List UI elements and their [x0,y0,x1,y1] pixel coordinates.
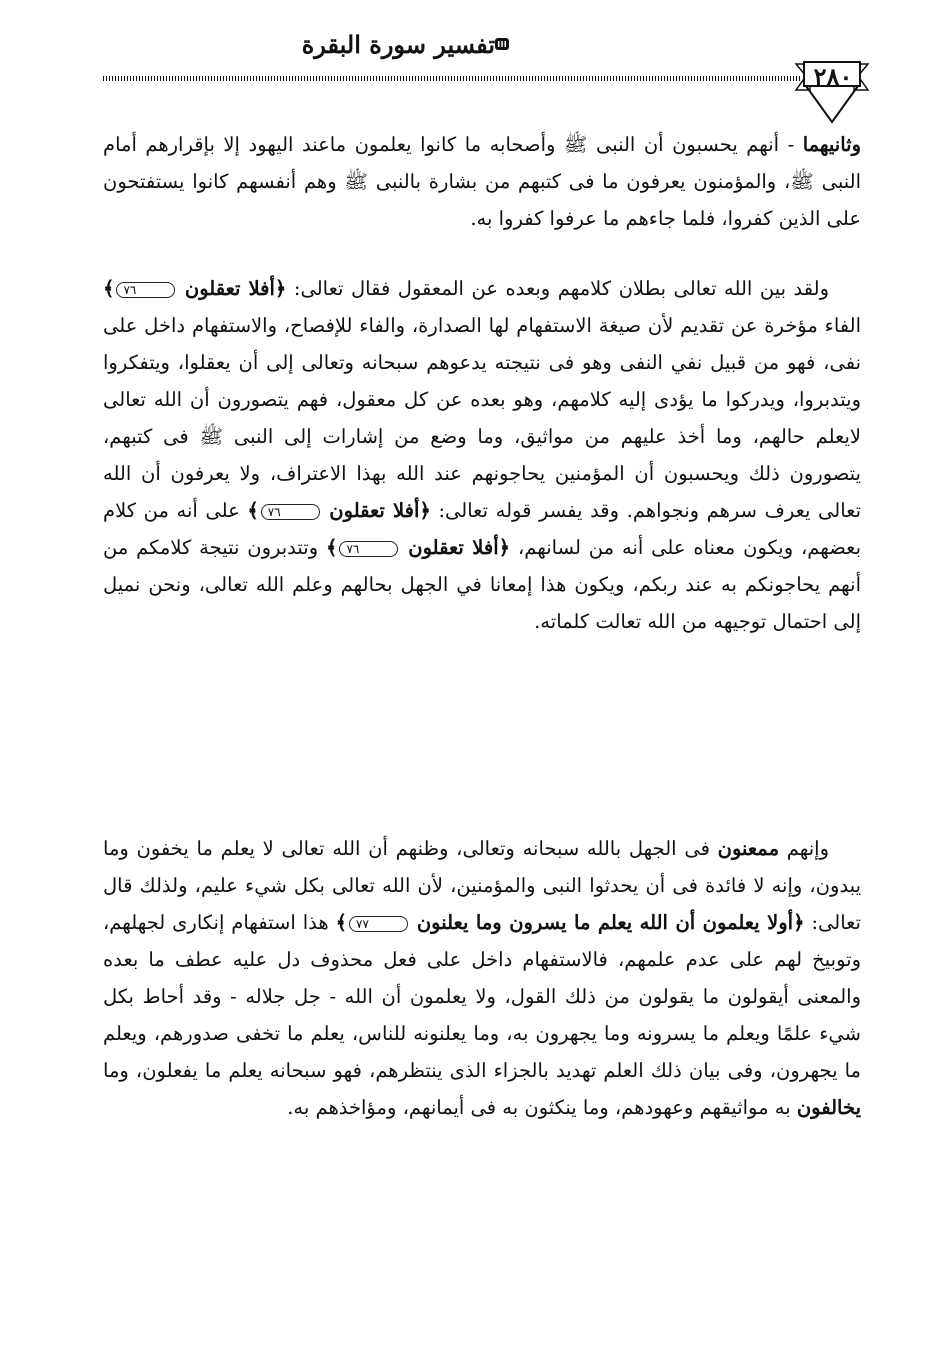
verse-quote-4: ﴿أولا يعلمون أن الله يعلم ما يسرون وما يعلنون [416,911,805,934]
running-title: تفسير سورة البقرة [301,30,495,59]
verse-quote-3: ﴿أفلا تعقلون [408,536,511,559]
verse-close-4: ﴾ [335,911,347,934]
header-ornament-icon [494,36,510,52]
verse-number-2: ٧٦ [261,504,320,520]
verse-number-3: ٧٦ [339,541,398,557]
p2-sentence-4: وتتدبرون نتيجة كلامكم من أنهم يحاجونكم به عند ربكم، ويكون هذا إمعانا في الجهل بحالهم وعلم الله تعالى، ونحن نميل إلى احتمال توجيهه من الله تعالت كلماته. [103,536,861,633]
p2-sentence-1: ولقد بين الله تعالى بطلان كلامهم وبعده عن المعقول فقال تعالى: [286,277,829,300]
verse-close-1: ﴾ [103,277,115,300]
p3-sentence-2: فى الجهل بالله سبحانه وتعالى، وظنهم أن الله تعالى لا يعلم ما يخفون وما يبدون، وإنه لا فائدة فى أن يحدثوا النبى والمؤمنين، لأن الله تعالى بكل شيء عليم، ولذلك قال تعالى: [103,837,861,934]
verse-quote-2: ﴿أفلا تعقلون [329,499,431,522]
p3-sentence-1: وإنهم [779,837,829,860]
p3-bold-2: يخالفون [796,1096,861,1119]
paragraph-1 [103,126,861,237]
verse-number-4: ٧٧ [349,916,408,932]
verse-close-2: ﴾ [247,499,259,522]
paragraph-3 [103,830,861,1126]
p2-sentence-2: الفاء مؤخرة عن تقديم لأن صيغة الاستفهام لها الصدارة، والفاء للإفصاح، والاستفهام داخل على نفى، فهو من قبيل نفي النفى وهو فى نتيجته يدعوهم سبحانه وتعالى إلى أن يعقلوا، ويتفكروا ويتدبروا، ويدركوا ما يؤدى إليه كلامهم، وهو بعده عن كل معقول، فهم يتصورون أن الله تعالى لايعلم حالهم، وما أخذ عليهم من مواثيق، وما وضع من إشارات إلى النبى ﷺ فى كتبهم، يتصورون ذلك ويحسبون أن المؤمنين يحاجونهم عند الله بهذا الاعتراف، ولا يعرفون أن الله تعالى يعرف سرهم ونجواهم. وقد يفسر قوله تعالى: [103,314,861,522]
verse-close-3: ﴾ [326,536,338,559]
page-number: ٢٨٠ [813,62,853,91]
verse-quote-1: ﴿أفلا تعقلون [184,277,287,300]
paragraph-1-lead: وثانيهما [802,133,861,156]
verse-number-1: ٧٦ [116,282,175,298]
p2-sentence-3: على أنه من كلام بعضهم، ويكون معناه على أنه من لسانهم، [103,499,862,559]
paragraph-2 [103,270,861,640]
paragraph-1-text: - أنهم يحسبون أن النبى ﷺ وأصحابه ما كانوا يعلمون ماعند اليهود إلا بإقرارهم أمام النبى ﷺ، والمؤمنون يعرفون ما فى كتبهم من بشارة بالنبى ﷺ وهم أنفسهم كانوا يستفتحون على الذين كفروا، فلما جاءهم ما عرفوا كفروا به. [103,133,861,230]
header-rule [103,76,801,81]
p3-sentence-3: هذا استفهام إنكارى لجهلهم، وتوبيخ لهم على عدم علمهم، فالاستفهام داخل على فعل محذوف دل عليه عطف ما بعده والمعنى أيقولون ما يقولون من ذلك القول، ولا يعلمون أن الله - جل جلاله - وقد أحاط بكل شيء علمًا ويعلم ما يسرونه وما يجهرون به، وما يعلنونه للناس، يعلم ما تخفى صدورهم، ويعلم ما يجهرون، وفى بيان ذلك العلم تهديد بالجزاء الذى ينتظرهم، فهو سبحانه يعلم ما يفعلون، وما [103,911,861,1082]
p3-bold-1: ممعنون [717,837,780,860]
p3-sentence-4: به مواثيقهم وعهودهم، وما ينكثون به فى أيمانهم، ومؤاخذهم به. [287,1096,797,1119]
